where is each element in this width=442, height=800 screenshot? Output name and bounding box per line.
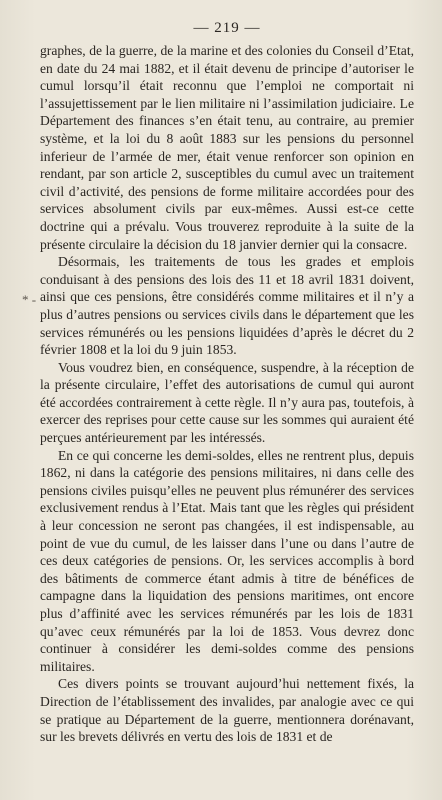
- paragraph-brevets: Ces divers points se trouvant aujourd’hui nettement fixés, la Direction de l’établissement des invalides, par analogie avec ce qui se pratique au Département de la guerre, mentionnera dorénavant, sur les brevets délivrés en vertu des lois de 1831 et de: [40, 676, 414, 745]
- margin-annotation-mark: * -: [22, 292, 37, 307]
- paragraph-demi-soldes: En ce qui concerne les demi-soldes, elles ne rentrent plus, depuis 1862, ni dans la catégorie des pensions militaires, ni dans celle des pensions civiles puisqu’elles ne peuvent plus rémunérer des services exclusivement rendus à l’Etat. Mais tant que les règles qui président à leur concession ne seront pas changées, il est indispensable, au point de vue du cumul, de les laisser dans l’une ou dans l’autre de ces deux catégories de pensions. Or, les services accomplis à bord des bâtiments de commerce étant admis à titre de bénéfices de campagne dans la liquidation des pensions maritimes, ont encore plus d’affinité avec les services rémunérés par les lois de 1831 qu’avec ceux rémunérés par la loi de 1853. Vous devrez donc continuer à considérer les demi-soldes comme des pensions militaires.: [40, 447, 414, 674]
- paragraph-suspension: Vous voudrez bien, en conséquence, suspendre, à la réception de la présente circulaire, l’effet des autorisations de cumul qui auront été accordées contrairement à cette règle. Il n’y aura pas, toutefois, à exercer des reprises pour cette cause sur les sommes qui auraient été perçues antérieurement par les intéressés.: [40, 359, 414, 446]
- body-text: [40, 42, 414, 746]
- paragraph-traitements: Désormais, les traitements de tous les grades et emplois conduisant à des pensions des lois des 11 et 18 avril 1831 doivent, ainsi que ces pensions, être considérés comme militaires et il n’y a plus d’autres pensions ou services civils dans le département que les services rémunérés ou les pensions liquidées d’après le décret du 2 février 1808 et la loi du 9 juin 1853.: [40, 254, 414, 358]
- paragraph-continuation: graphes, de la guerre, de la marine et des colonies du Conseil d’Etat, en date du 24 mai 1882, et il était devenu de principe d’autoriser le cumul lorsqu’il était reconnu que l’emploi ne comportait ni l’assujettissement par le lien militaire ni l’assimilation judiciaire. Le Département des finances s’en était tenu, au contraire, au premier système, et la loi du 8 août 1883 sur les pensions du personnel inferieur de l’armée de mer, était venue renforcer son opinion en rendant, par son article 2, susceptibles du cumul avec un traitement civil d’activité, des pensions de forme militaire accordées pour des services absolument civils par eux-mêmes. Aussi est-ce cette doctrine qui a prévalu. Vous trouverez reproduite à la suite de la présente circulaire la décision du 18 janvier dernier qui la consacre.: [40, 43, 414, 252]
- page-number: — 219 —: [193, 20, 261, 36]
